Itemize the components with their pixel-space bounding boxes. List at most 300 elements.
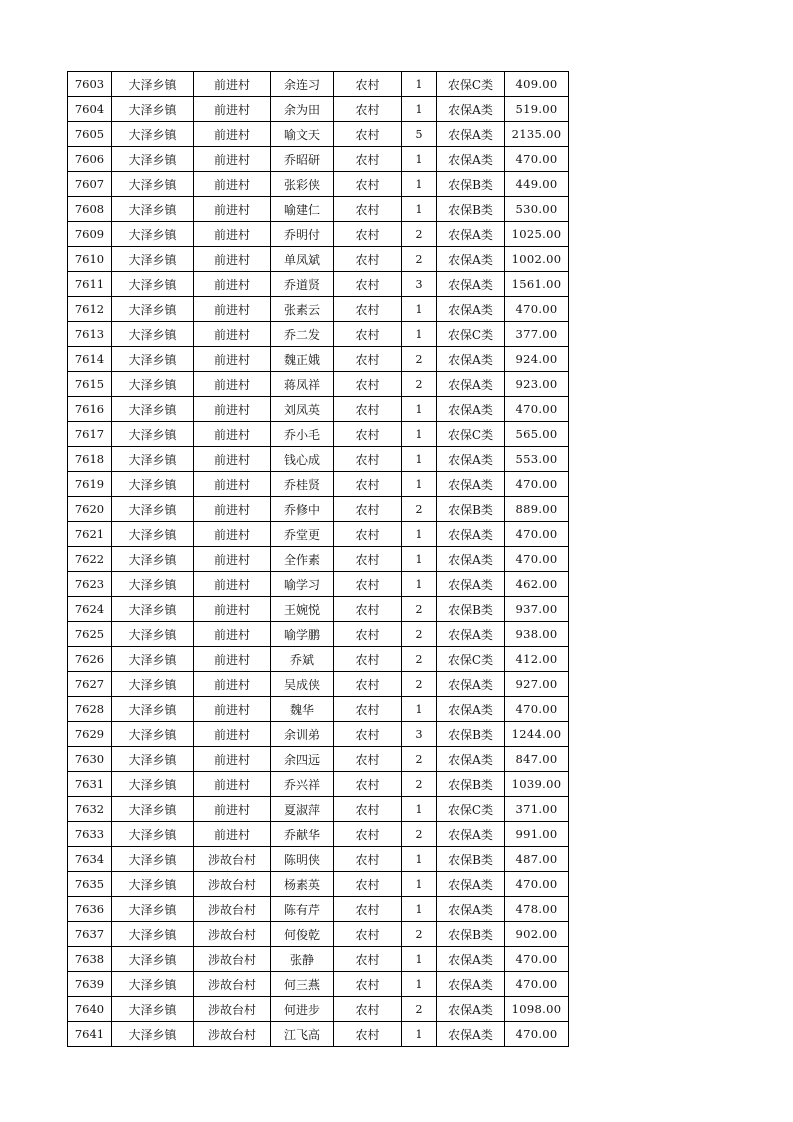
cell-insurance-class: 农保A类 [437, 697, 505, 722]
cell-id: 7617 [68, 422, 112, 447]
table-row [68, 247, 569, 272]
cell-name: 乔堂更 [271, 522, 334, 547]
table-row [68, 622, 569, 647]
cell-area-type: 农村 [334, 872, 402, 897]
cell-area-type: 农村 [334, 147, 402, 172]
cell-insurance-class: 农保B类 [437, 497, 505, 522]
cell-town: 大泽乡镇 [112, 72, 194, 97]
cell-count: 2 [402, 997, 437, 1022]
cell-insurance-class: 农保A类 [437, 397, 505, 422]
cell-village: 涉故台村 [194, 872, 271, 897]
cell-town: 大泽乡镇 [112, 122, 194, 147]
cell-town: 大泽乡镇 [112, 297, 194, 322]
table-body [68, 72, 569, 1047]
cell-name: 张彩侠 [271, 172, 334, 197]
cell-village: 前进村 [194, 322, 271, 347]
cell-id: 7626 [68, 647, 112, 672]
cell-town: 大泽乡镇 [112, 272, 194, 297]
cell-town: 大泽乡镇 [112, 897, 194, 922]
cell-area-type: 农村 [334, 797, 402, 822]
cell-town: 大泽乡镇 [112, 647, 194, 672]
cell-town: 大泽乡镇 [112, 372, 194, 397]
cell-name: 喻建仁 [271, 197, 334, 222]
cell-amount: 470.00 [505, 1022, 569, 1047]
cell-id: 7628 [68, 697, 112, 722]
cell-name: 全作素 [271, 547, 334, 572]
table-row [68, 822, 569, 847]
cell-id: 7603 [68, 72, 112, 97]
cell-village: 前进村 [194, 772, 271, 797]
table-row [68, 922, 569, 947]
cell-id: 7634 [68, 847, 112, 872]
cell-town: 大泽乡镇 [112, 347, 194, 372]
cell-area-type: 农村 [334, 897, 402, 922]
cell-count: 1 [402, 72, 437, 97]
cell-name: 余四远 [271, 747, 334, 772]
cell-town: 大泽乡镇 [112, 322, 194, 347]
cell-village: 前进村 [194, 247, 271, 272]
cell-town: 大泽乡镇 [112, 972, 194, 997]
cell-name: 喻文天 [271, 122, 334, 147]
cell-amount: 1098.00 [505, 997, 569, 1022]
cell-id: 7640 [68, 997, 112, 1022]
table-row [68, 147, 569, 172]
cell-id: 7604 [68, 97, 112, 122]
cell-count: 2 [402, 247, 437, 272]
table-row [68, 97, 569, 122]
cell-count: 2 [402, 672, 437, 697]
table-row [68, 797, 569, 822]
cell-insurance-class: 农保B类 [437, 722, 505, 747]
cell-area-type: 农村 [334, 372, 402, 397]
cell-town: 大泽乡镇 [112, 597, 194, 622]
table-row [68, 972, 569, 997]
cell-id: 7616 [68, 397, 112, 422]
table-row [68, 222, 569, 247]
cell-amount: 565.00 [505, 422, 569, 447]
cell-name: 喻学鹏 [271, 622, 334, 647]
cell-name: 王婉悦 [271, 597, 334, 622]
cell-amount: 902.00 [505, 922, 569, 947]
cell-area-type: 农村 [334, 772, 402, 797]
cell-count: 1 [402, 847, 437, 872]
cell-name: 乔修中 [271, 497, 334, 522]
cell-area-type: 农村 [334, 672, 402, 697]
table-row [68, 72, 569, 97]
cell-insurance-class: 农保C类 [437, 647, 505, 672]
cell-amount: 553.00 [505, 447, 569, 472]
cell-insurance-class: 农保A类 [437, 997, 505, 1022]
cell-area-type: 农村 [334, 222, 402, 247]
cell-amount: 1002.00 [505, 247, 569, 272]
cell-amount: 937.00 [505, 597, 569, 622]
cell-id: 7637 [68, 922, 112, 947]
table-row [68, 122, 569, 147]
cell-village: 前进村 [194, 197, 271, 222]
cell-count: 1 [402, 547, 437, 572]
cell-area-type: 农村 [334, 722, 402, 747]
table-row [68, 997, 569, 1022]
cell-area-type: 农村 [334, 272, 402, 297]
cell-village: 前进村 [194, 72, 271, 97]
cell-insurance-class: 农保A类 [437, 447, 505, 472]
cell-count: 1 [402, 172, 437, 197]
cell-count: 1 [402, 97, 437, 122]
cell-name: 蒋凤祥 [271, 372, 334, 397]
cell-id: 7621 [68, 522, 112, 547]
cell-count: 3 [402, 272, 437, 297]
cell-insurance-class: 农保A类 [437, 122, 505, 147]
cell-amount: 470.00 [505, 947, 569, 972]
cell-village: 前进村 [194, 347, 271, 372]
cell-area-type: 农村 [334, 922, 402, 947]
cell-amount: 470.00 [505, 872, 569, 897]
table-row [68, 947, 569, 972]
cell-area-type: 农村 [334, 447, 402, 472]
cell-id: 7632 [68, 797, 112, 822]
cell-amount: 470.00 [505, 522, 569, 547]
cell-town: 大泽乡镇 [112, 222, 194, 247]
cell-area-type: 农村 [334, 522, 402, 547]
cell-insurance-class: 农保A类 [437, 372, 505, 397]
table-row [68, 197, 569, 222]
cell-id: 7609 [68, 222, 112, 247]
cell-town: 大泽乡镇 [112, 422, 194, 447]
cell-area-type: 农村 [334, 572, 402, 597]
cell-id: 7615 [68, 372, 112, 397]
cell-area-type: 农村 [334, 347, 402, 372]
cell-count: 2 [402, 622, 437, 647]
cell-village: 前进村 [194, 747, 271, 772]
cell-town: 大泽乡镇 [112, 197, 194, 222]
cell-id: 7608 [68, 197, 112, 222]
cell-id: 7610 [68, 247, 112, 272]
cell-count: 1 [402, 147, 437, 172]
cell-town: 大泽乡镇 [112, 672, 194, 697]
cell-area-type: 农村 [334, 697, 402, 722]
cell-id: 7605 [68, 122, 112, 147]
cell-count: 2 [402, 772, 437, 797]
cell-amount: 412.00 [505, 647, 569, 672]
cell-area-type: 农村 [334, 172, 402, 197]
cell-village: 前进村 [194, 422, 271, 447]
cell-town: 大泽乡镇 [112, 247, 194, 272]
cell-id: 7622 [68, 547, 112, 572]
table-row [68, 272, 569, 297]
cell-insurance-class: 农保C类 [437, 797, 505, 822]
cell-town: 大泽乡镇 [112, 847, 194, 872]
cell-area-type: 农村 [334, 647, 402, 672]
cell-count: 2 [402, 747, 437, 772]
cell-insurance-class: 农保A类 [437, 747, 505, 772]
cell-count: 1 [402, 697, 437, 722]
cell-insurance-class: 农保C类 [437, 322, 505, 347]
cell-amount: 449.00 [505, 172, 569, 197]
cell-name: 江飞高 [271, 1022, 334, 1047]
table-row [68, 322, 569, 347]
cell-town: 大泽乡镇 [112, 522, 194, 547]
table-row [68, 447, 569, 472]
cell-amount: 470.00 [505, 397, 569, 422]
cell-count: 1 [402, 872, 437, 897]
cell-amount: 470.00 [505, 547, 569, 572]
cell-id: 7633 [68, 822, 112, 847]
cell-area-type: 农村 [334, 622, 402, 647]
cell-amount: 1561.00 [505, 272, 569, 297]
cell-id: 7636 [68, 897, 112, 922]
cell-town: 大泽乡镇 [112, 922, 194, 947]
cell-area-type: 农村 [334, 847, 402, 872]
table-row [68, 897, 569, 922]
cell-village: 前进村 [194, 622, 271, 647]
cell-village: 涉故台村 [194, 1022, 271, 1047]
cell-count: 3 [402, 722, 437, 747]
cell-count: 2 [402, 497, 437, 522]
cell-amount: 478.00 [505, 897, 569, 922]
cell-area-type: 农村 [334, 472, 402, 497]
table-row [68, 472, 569, 497]
table-row [68, 847, 569, 872]
cell-town: 大泽乡镇 [112, 872, 194, 897]
cell-amount: 2135.00 [505, 122, 569, 147]
table-row [68, 397, 569, 422]
cell-town: 大泽乡镇 [112, 97, 194, 122]
cell-insurance-class: 农保A类 [437, 97, 505, 122]
cell-id: 7639 [68, 972, 112, 997]
cell-insurance-class: 农保A类 [437, 522, 505, 547]
cell-name: 乔小毛 [271, 422, 334, 447]
cell-id: 7635 [68, 872, 112, 897]
cell-village: 前进村 [194, 547, 271, 572]
table-row [68, 547, 569, 572]
cell-town: 大泽乡镇 [112, 447, 194, 472]
cell-insurance-class: 农保B类 [437, 597, 505, 622]
table-row [68, 697, 569, 722]
cell-name: 刘凤英 [271, 397, 334, 422]
cell-area-type: 农村 [334, 497, 402, 522]
cell-insurance-class: 农保C类 [437, 72, 505, 97]
cell-village: 前进村 [194, 497, 271, 522]
cell-town: 大泽乡镇 [112, 147, 194, 172]
table-row [68, 347, 569, 372]
cell-count: 1 [402, 197, 437, 222]
cell-count: 1 [402, 322, 437, 347]
cell-town: 大泽乡镇 [112, 947, 194, 972]
cell-name: 何三燕 [271, 972, 334, 997]
cell-amount: 1039.00 [505, 772, 569, 797]
cell-id: 7607 [68, 172, 112, 197]
table-row [68, 747, 569, 772]
cell-town: 大泽乡镇 [112, 797, 194, 822]
table-row [68, 672, 569, 697]
table-row [68, 422, 569, 447]
cell-insurance-class: 农保B类 [437, 922, 505, 947]
cell-town: 大泽乡镇 [112, 997, 194, 1022]
cell-id: 7629 [68, 722, 112, 747]
cell-village: 前进村 [194, 147, 271, 172]
cell-count: 2 [402, 647, 437, 672]
cell-amount: 470.00 [505, 472, 569, 497]
cell-name: 陈明侠 [271, 847, 334, 872]
cell-insurance-class: 农保A类 [437, 347, 505, 372]
cell-insurance-class: 农保A类 [437, 472, 505, 497]
cell-village: 前进村 [194, 397, 271, 422]
cell-village: 前进村 [194, 447, 271, 472]
cell-village: 前进村 [194, 297, 271, 322]
cell-id: 7630 [68, 747, 112, 772]
cell-area-type: 农村 [334, 297, 402, 322]
cell-town: 大泽乡镇 [112, 722, 194, 747]
cell-name: 乔二发 [271, 322, 334, 347]
cell-amount: 847.00 [505, 747, 569, 772]
cell-village: 前进村 [194, 647, 271, 672]
cell-id: 7624 [68, 597, 112, 622]
cell-count: 1 [402, 422, 437, 447]
data-table [67, 71, 569, 1047]
cell-count: 1 [402, 447, 437, 472]
cell-village: 涉故台村 [194, 947, 271, 972]
cell-village: 前进村 [194, 797, 271, 822]
cell-town: 大泽乡镇 [112, 1022, 194, 1047]
cell-town: 大泽乡镇 [112, 497, 194, 522]
cell-town: 大泽乡镇 [112, 172, 194, 197]
cell-insurance-class: 农保A类 [437, 247, 505, 272]
cell-amount: 927.00 [505, 672, 569, 697]
cell-id: 7625 [68, 622, 112, 647]
cell-insurance-class: 农保A类 [437, 872, 505, 897]
cell-count: 1 [402, 397, 437, 422]
cell-area-type: 农村 [334, 72, 402, 97]
cell-insurance-class: 农保A类 [437, 972, 505, 997]
cell-name: 余为田 [271, 97, 334, 122]
cell-count: 2 [402, 822, 437, 847]
cell-amount: 924.00 [505, 347, 569, 372]
cell-name: 余连习 [271, 72, 334, 97]
cell-area-type: 农村 [334, 747, 402, 772]
cell-area-type: 农村 [334, 972, 402, 997]
cell-area-type: 农村 [334, 322, 402, 347]
cell-insurance-class: 农保A类 [437, 947, 505, 972]
cell-village: 涉故台村 [194, 847, 271, 872]
table-row [68, 172, 569, 197]
table-row [68, 597, 569, 622]
table-row [68, 522, 569, 547]
cell-village: 前进村 [194, 172, 271, 197]
cell-amount: 470.00 [505, 697, 569, 722]
cell-amount: 938.00 [505, 622, 569, 647]
cell-amount: 1025.00 [505, 222, 569, 247]
cell-name: 夏淑萍 [271, 797, 334, 822]
cell-town: 大泽乡镇 [112, 472, 194, 497]
cell-name: 杨素英 [271, 872, 334, 897]
cell-village: 前进村 [194, 722, 271, 747]
table-row [68, 297, 569, 322]
cell-village: 前进村 [194, 222, 271, 247]
cell-town: 大泽乡镇 [112, 547, 194, 572]
cell-name: 乔献华 [271, 822, 334, 847]
cell-name: 乔桂贤 [271, 472, 334, 497]
cell-area-type: 农村 [334, 197, 402, 222]
cell-insurance-class: 农保A类 [437, 222, 505, 247]
cell-town: 大泽乡镇 [112, 697, 194, 722]
cell-insurance-class: 农保C类 [437, 422, 505, 447]
cell-name: 乔兴祥 [271, 772, 334, 797]
cell-insurance-class: 农保B类 [437, 172, 505, 197]
cell-insurance-class: 农保A类 [437, 147, 505, 172]
cell-amount: 470.00 [505, 972, 569, 997]
cell-town: 大泽乡镇 [112, 747, 194, 772]
cell-area-type: 农村 [334, 997, 402, 1022]
table-row [68, 1022, 569, 1047]
cell-name: 魏正娥 [271, 347, 334, 372]
table-row [68, 572, 569, 597]
cell-insurance-class: 农保B类 [437, 197, 505, 222]
cell-town: 大泽乡镇 [112, 397, 194, 422]
cell-insurance-class: 农保B类 [437, 847, 505, 872]
cell-town: 大泽乡镇 [112, 772, 194, 797]
cell-area-type: 农村 [334, 597, 402, 622]
cell-area-type: 农村 [334, 122, 402, 147]
cell-name: 陈有芹 [271, 897, 334, 922]
cell-count: 1 [402, 297, 437, 322]
cell-area-type: 农村 [334, 97, 402, 122]
cell-amount: 991.00 [505, 822, 569, 847]
cell-id: 7623 [68, 572, 112, 597]
cell-name: 吴成侠 [271, 672, 334, 697]
cell-insurance-class: 农保B类 [437, 772, 505, 797]
cell-count: 2 [402, 597, 437, 622]
cell-amount: 923.00 [505, 372, 569, 397]
cell-insurance-class: 农保A类 [437, 622, 505, 647]
table-row [68, 772, 569, 797]
cell-name: 喻学习 [271, 572, 334, 597]
cell-village: 前进村 [194, 822, 271, 847]
cell-id: 7611 [68, 272, 112, 297]
cell-name: 乔道贤 [271, 272, 334, 297]
cell-name: 乔昭研 [271, 147, 334, 172]
cell-count: 1 [402, 1022, 437, 1047]
cell-count: 2 [402, 222, 437, 247]
cell-insurance-class: 农保A类 [437, 897, 505, 922]
cell-village: 前进村 [194, 272, 271, 297]
cell-name: 余训弟 [271, 722, 334, 747]
cell-insurance-class: 农保A类 [437, 272, 505, 297]
cell-amount: 1244.00 [505, 722, 569, 747]
cell-count: 1 [402, 472, 437, 497]
cell-insurance-class: 农保A类 [437, 1022, 505, 1047]
cell-name: 何进步 [271, 997, 334, 1022]
cell-area-type: 农村 [334, 947, 402, 972]
cell-insurance-class: 农保A类 [437, 547, 505, 572]
table-row [68, 372, 569, 397]
cell-count: 1 [402, 572, 437, 597]
cell-id: 7638 [68, 947, 112, 972]
cell-count: 1 [402, 522, 437, 547]
cell-count: 2 [402, 347, 437, 372]
cell-town: 大泽乡镇 [112, 572, 194, 597]
cell-area-type: 农村 [334, 822, 402, 847]
cell-count: 1 [402, 947, 437, 972]
cell-id: 7631 [68, 772, 112, 797]
cell-amount: 377.00 [505, 322, 569, 347]
table-row [68, 722, 569, 747]
cell-village: 前进村 [194, 597, 271, 622]
cell-id: 7620 [68, 497, 112, 522]
cell-village: 前进村 [194, 697, 271, 722]
cell-village: 前进村 [194, 672, 271, 697]
cell-amount: 530.00 [505, 197, 569, 222]
cell-village: 前进村 [194, 522, 271, 547]
